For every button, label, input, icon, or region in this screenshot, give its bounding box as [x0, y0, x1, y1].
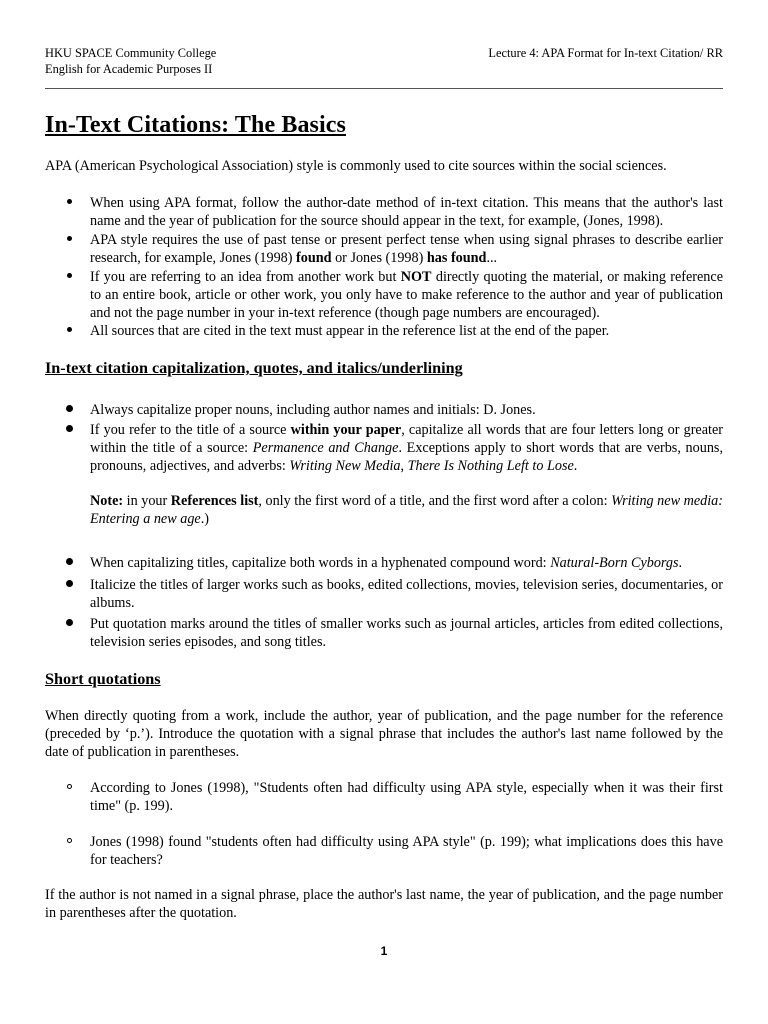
- intro-paragraph: APA (American Psychological Association) style is commonly used to cite sources within the social sciences.: [45, 158, 667, 174]
- page-number: 1: [380, 944, 388, 958]
- header-rule: [45, 88, 723, 89]
- hollow-bullet-icon: [67, 784, 72, 789]
- short-quotation-paragraph: When directly quoting from a work, include the author, year of publication, and the page number for the reference (preceded by ‘p.’). Introduce the quotation with a signal phrase that includes the author's last name followed by the date of publication in parentheses.: [45, 708, 723, 760]
- bullet-icon: [67, 236, 72, 241]
- bullet-item: When using APA format, follow the author-date method of in-text citation. This means that the author's last name and the year of publication for the source should appear in the text, for example, (Jones, 1998).: [90, 194, 723, 230]
- section-heading-short-quotations: Short quotations: [45, 670, 161, 688]
- bullet-item: When capitalizing titles, capitalize both words in a hyphenated compound word: Natural-Born Cyborgs.: [90, 554, 723, 572]
- header-lecture: Lecture 4: APA Format for In-text Citation/ RR: [488, 46, 723, 60]
- example-item: According to Jones (1998), "Students often had difficulty using APA style, especially when it was their first time" (p. 199).: [90, 779, 723, 815]
- bullet-icon: [66, 580, 73, 587]
- bullet-item: If you refer to the title of a source within your paper, capitalize all words that are four letters long or greater within the title of a source: Permanence and Change. Exceptions apply to short words that are verbs, nouns, pronouns, adjectives, and adverbs: Writing New Media, There Is Nothing Left to Lose.: [90, 421, 723, 475]
- bullet-icon: [67, 327, 72, 332]
- closing-paragraph: If the author is not named in a signal phrase, place the author's last name, the year of publication, and the page number in parentheses after the quotation.: [45, 887, 723, 921]
- bullet-item: If you are referring to an idea from another work but NOT directly quoting the material, or making reference to an entire book, article or other work, you only have to make reference to the author and year of publication and not the page number in your in-text reference (though page numbers are encouraged).: [90, 268, 723, 322]
- example-item: Jones (1998) found "students often had difficulty using APA style" (p. 199); what implications does this have for teachers?: [90, 833, 723, 869]
- bullet-icon: [66, 558, 73, 565]
- bullet-item: Put quotation marks around the titles of smaller works such as journal articles, articles from edited collections, television series episodes, and song titles.: [90, 615, 723, 651]
- header-course: English for Academic Purposes II: [45, 62, 213, 76]
- bullet-icon: [67, 199, 72, 204]
- hollow-bullet-icon: [67, 838, 72, 843]
- bullet-icon: [66, 405, 73, 412]
- bullet-icon: [67, 273, 72, 278]
- bullet-icon: [66, 619, 73, 626]
- section-heading-capitalization: In-text citation capitalization, quotes, and italics/underlining: [45, 359, 463, 377]
- page-title: In-Text Citations: The Basics: [45, 112, 346, 138]
- bullet-item: All sources that are cited in the text must appear in the reference list at the end of the paper.: [90, 322, 723, 340]
- header-college: HKU SPACE Community College: [45, 46, 217, 60]
- bullet-item: Italicize the titles of larger works such as books, edited collections, movies, television series, documentaries, or albums.: [90, 576, 723, 612]
- bullet-item: APA style requires the use of past tense or present perfect tense when using signal phrases to describe earlier research, for example, Jones (1998) found or Jones (1998) has found...: [90, 231, 723, 267]
- bullet-icon: [66, 425, 73, 432]
- note-paragraph: Note: in your References list, only the first word of a title, and the first word after a colon: Writing new media: Entering a new age.): [90, 493, 723, 527]
- bullet-item: Always capitalize proper nouns, including author names and initials: D. Jones.: [90, 401, 723, 419]
